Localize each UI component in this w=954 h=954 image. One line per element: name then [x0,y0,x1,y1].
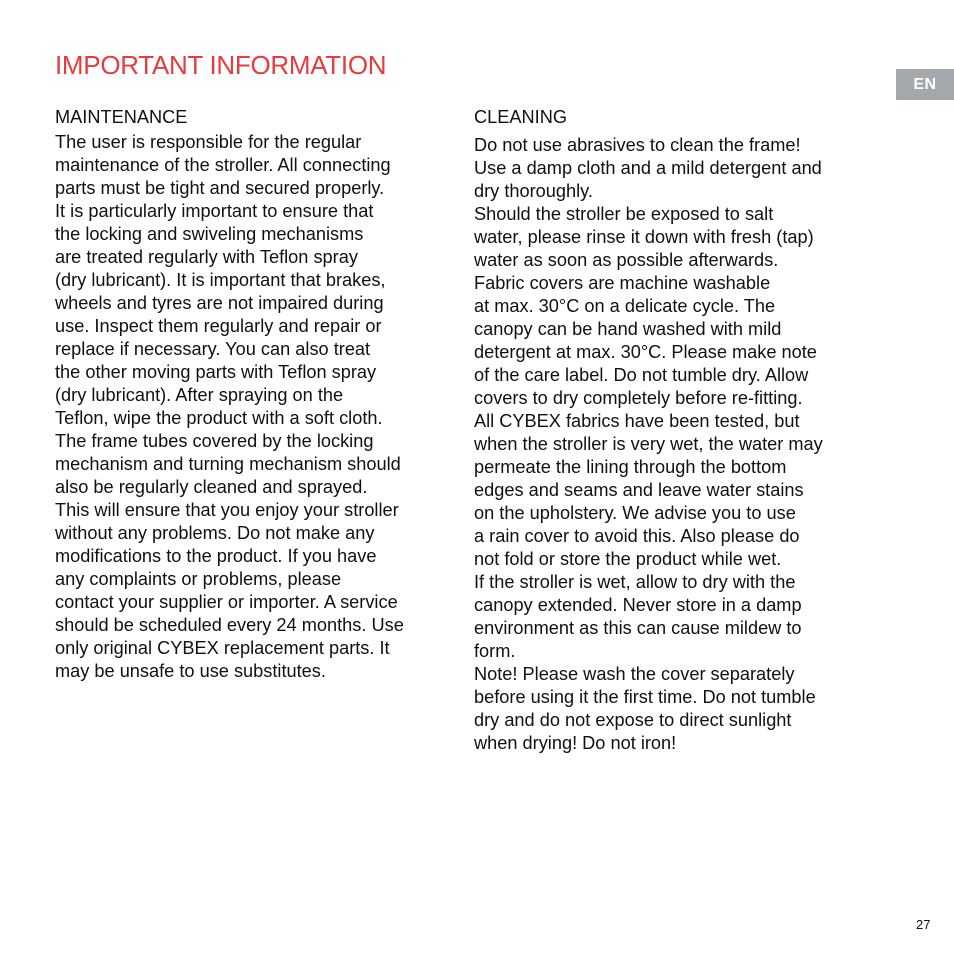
text-line: without any problems. Do not make any [55,523,375,543]
text-line: mechanism and turning mechanism should [55,454,401,474]
text-line: maintenance of the stroller. All connecting [55,155,391,175]
text-line: a rain cover to avoid this. Also please do [474,526,800,546]
language-tab: EN [896,69,954,100]
text-line: use. Inspect them regularly and repair or [55,316,382,336]
text-line: Should the stroller be exposed to salt [474,204,774,224]
text-line: dry and do not expose to direct sunlight [474,710,792,730]
text-line: modifications to the product. If you have [55,546,377,566]
text-line: If the stroller is wet, allow to dry with the [474,572,796,592]
text-line: the locking and swiveling mechanisms [55,224,364,244]
text-line: contact your supplier or importer. A service [55,592,398,612]
text-line: form. [474,641,516,661]
maintenance-heading: MAINTENANCE [55,107,188,127]
text-line: at max. 30°C on a delicate cycle. The [474,296,776,316]
text-line: (dry lubricant). It is important that brakes, [55,270,386,290]
page-number: 27 [916,917,931,932]
text-line: Fabric covers are machine washable [474,273,771,293]
text-line: not fold or store the product while wet. [474,549,782,569]
text-line: (dry lubricant). After spraying on the [55,385,344,405]
text-line: the other moving parts with Teflon spray [55,362,377,382]
text-line: when the stroller is very wet, the water may [474,434,823,454]
text-line: dry thoroughly. [474,181,593,201]
text-line: of the care label. Do not tumble dry. Allow [474,365,809,385]
text-line: Note! Please wash the cover separately [474,664,795,684]
cleaning-section [474,106,869,755]
text-line: when drying! Do not iron! [474,733,677,753]
text-line: It is particularly important to ensure that [55,201,374,221]
text-line: are treated regularly with Teflon spray [55,247,358,267]
text-line: any complaints or problems, please [55,569,342,589]
text-line: Do not use abrasives to clean the frame! [474,135,801,155]
maintenance-body [55,131,445,683]
text-line: This will ensure that you enjoy your stroller [55,500,399,520]
text-line: edges and seams and leave water stains [474,480,804,500]
page-title: IMPORTANT INFORMATION [55,50,387,80]
text-line: Use a damp cloth and a mild detergent and [474,158,822,178]
text-line: canopy can be hand washed with mild [474,319,782,339]
cleaning-heading: CLEANING [474,107,567,127]
text-line: may be unsafe to use substitutes. [55,661,326,681]
text-line: detergent at max. 30°C. Please make note [474,342,817,362]
text-line: replace if necessary. You can also treat [55,339,371,359]
text-line: environment as this can cause mildew to [474,618,802,638]
text-line: canopy extended. Never store in a damp [474,595,802,615]
text-line: wheels and tyres are not impaired during [55,293,384,313]
text-line: All CYBEX fabrics have been tested, but [474,411,800,431]
text-line: should be scheduled every 24 months. Use [55,615,404,635]
text-line: before using it the first time. Do not tumble [474,687,816,707]
text-line: permeate the lining through the bottom [474,457,787,477]
text-line: Teflon, wipe the product with a soft cloth. [55,408,383,428]
maintenance-section [55,106,445,683]
text-line: The frame tubes covered by the locking [55,431,374,451]
text-line: parts must be tight and secured properly. [55,178,385,198]
text-line: on the upholstery. We advise you to use [474,503,796,523]
text-line: water as soon as possible afterwards. [474,250,779,270]
text-line: also be regularly cleaned and sprayed. [55,477,368,497]
text-line: covers to dry completely before re-fitting. [474,388,803,408]
text-line: only original CYBEX replacement parts. It [55,638,390,658]
text-line: The user is responsible for the regular [55,132,362,152]
cleaning-body [474,134,869,755]
text-line: water, please rinse it down with fresh (tap) [474,227,814,247]
